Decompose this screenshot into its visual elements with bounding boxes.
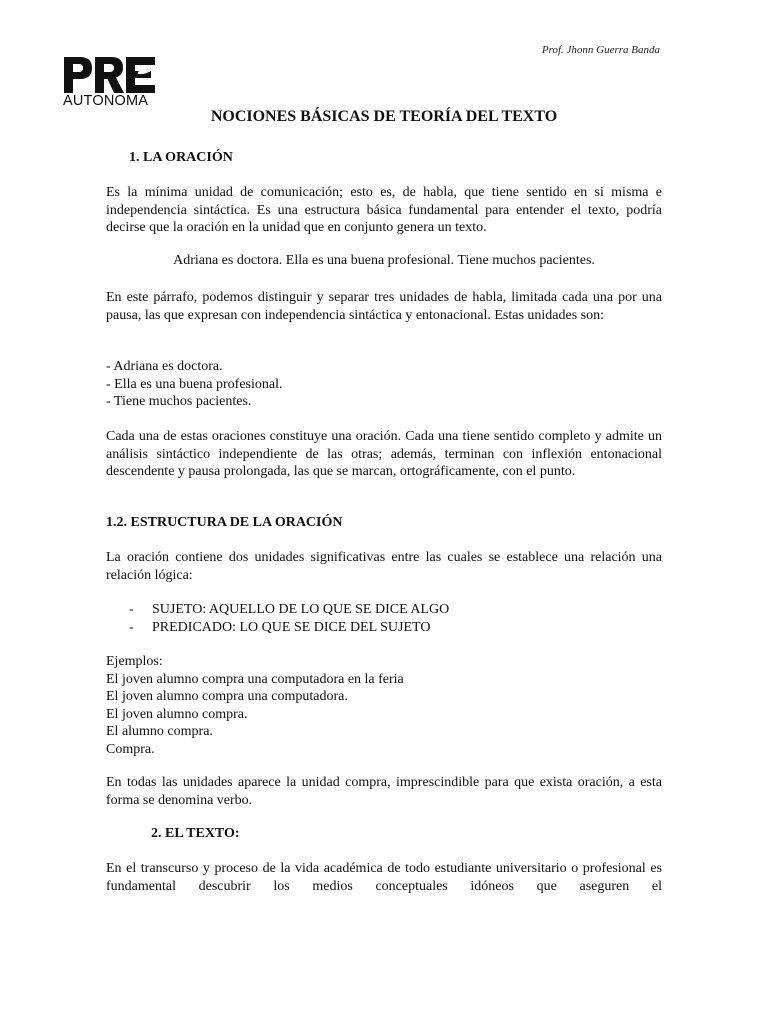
list-item-text: SUJETO: AQUELLO DE LO QUE SE DICE ALGO xyxy=(152,602,450,617)
section-1-heading: 1. LA ORACIÓN xyxy=(129,150,233,165)
list-item-text: PREDICADO: LO QUE SE DICE DEL SUJETO xyxy=(152,619,431,635)
examples-list xyxy=(106,653,662,758)
list-item: Compra. xyxy=(106,741,155,757)
list-item: El joven alumno compra. xyxy=(106,706,248,722)
subject-predicate-list xyxy=(129,601,449,636)
logo-subtitle: AUTONOMA xyxy=(63,93,149,109)
document-title: NOCIONES BÁSICAS DE TEORÍA DEL TEXTO xyxy=(210,108,558,125)
section-2-paragraph-1: En el transcurso y proceso de la vida académica de todo estudiante universitario o profesional es fundamental descubrir los medios conceptuales idóneos que aseguren el xyxy=(106,861,662,894)
author-name: Prof. Jhonn Guerra Banda xyxy=(541,44,660,56)
list-item: - SUJETO: AQUELLO DE LO QUE SE DICE ALGO xyxy=(129,602,450,617)
list-item: - Adriana es doctora. xyxy=(106,359,223,374)
section-1-paragraph-1: Es la mínima unidad de comunicación; esto es, de habla, que tiene sentido en si misma e independencia sintáctica. Es una estructura básica fundamental para entender el texto, podría decirse que la oración en la unidad que en conjunto genera un texto. xyxy=(106,185,662,235)
section-1-2-heading: 1.2. ESTRUCTURA DE LA ORACIÓN xyxy=(106,515,343,530)
list-item: - Ella es una buena profesional. xyxy=(106,376,283,392)
section-1-2-paragraph-1: La oración contiene dos unidades significativas entre las cuales se establece una relación una relación lógica: xyxy=(106,550,662,583)
section-1-2-paragraph-2: En todas las unidades aparece la unidad compra, imprescindible para que exista oración, a esta forma se denomina verbo. xyxy=(106,775,662,808)
list-item: - Tiene muchos pacientes. xyxy=(106,394,252,409)
section-2-heading: 2. EL TEXTO: xyxy=(151,826,240,841)
section-1-paragraph-2: En este párrafo, podemos distinguir y separar tres unidades de habla, limitada cada una por una pausa, las que expresan con independencia sintáctica y entonacional. Estas unidades son: xyxy=(106,290,662,323)
pre-autonoma-logo xyxy=(62,55,162,115)
list-item: El joven alumno compra una computadora en la feria xyxy=(106,671,404,687)
units-list xyxy=(106,358,662,411)
list-item: El alumno compra. xyxy=(106,724,213,739)
list-item: - PREDICADO: LO QUE SE DICE DEL SUJETO xyxy=(129,619,431,635)
pre-logo-mark xyxy=(62,55,158,95)
examples-label: Ejemplos: xyxy=(106,654,163,669)
section-1-paragraph-3: Cada una de estas oraciones constituye una oración. Cada una tiene sentido completo y admite un análisis sintáctico independiente de las otras; además, terminan con inflexión entonacional descendente y pausa prolongada, las que se marcan, ortográficamente, con el punto. xyxy=(106,429,662,479)
list-item: El joven alumno compra una computadora. xyxy=(106,689,348,704)
example-sentence: Adriana es doctora. Ella es una buena profesional. Tiene muchos pacientes. xyxy=(173,253,595,268)
